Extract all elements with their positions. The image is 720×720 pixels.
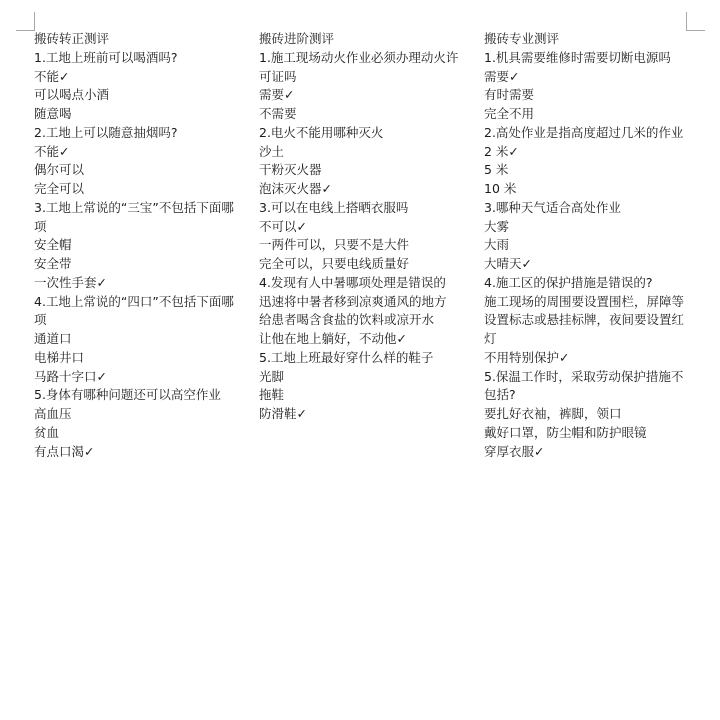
question-3: 3.工地上常说的“三宝”不包括下面哪项 (34, 199, 234, 234)
question-1: 1.机具需要维修时需要切断电源吗 (484, 49, 671, 65)
question-4: 4.发现有人中暑哪项处理是错误的 (259, 274, 446, 290)
option: 马路十字口✓ (34, 368, 107, 384)
option: 不能✓ (34, 68, 70, 84)
question-2: 2.高处作业是指高度超过几米的作业 (484, 124, 684, 140)
option: 偶尔可以 (34, 162, 85, 178)
quiz-title: 搬砖进阶测评 (259, 31, 335, 46)
option: 给患者喝含食盐的饮料或凉开水 (259, 312, 435, 328)
crop-mark-top-right (686, 12, 705, 31)
question-5: 5.工地上班最好穿什么样的鞋子 (259, 349, 434, 365)
option: 大雾 (484, 218, 510, 234)
option: 不用特别保护✓ (484, 349, 570, 365)
crop-mark-top-left (16, 12, 35, 31)
quiz-title: 搬砖转正测评 (34, 31, 110, 46)
option: 完全可以 (34, 181, 85, 196)
option: 大雨 (484, 237, 510, 253)
option: 5 米 (484, 162, 509, 178)
option: 电梯井口 (34, 349, 85, 365)
option: 要扎好衣袖，裤脚，领口 (484, 406, 622, 421)
quiz-column-advanced (259, 30, 469, 424)
quiz-column-professional (484, 30, 694, 461)
option: 沙土 (259, 143, 285, 159)
option: 一次性手套✓ (34, 274, 107, 290)
option: 施工现场的周围要设置围栏，屏障等设置标志或悬挂标牌，夜间要设置红灯 (484, 293, 685, 346)
option: 通道口 (34, 331, 72, 346)
option: 2 米✓ (484, 143, 519, 159)
option: 安全帽 (34, 237, 72, 253)
option: 贫血 (34, 424, 60, 440)
option: 大晴天✓ (484, 256, 532, 271)
question-4: 4.工地上常说的“四口”不包括下面哪项 (34, 293, 234, 328)
option: 迅速将中暑者移到凉爽通风的地方 (259, 293, 447, 309)
option: 可以喝点小酒 (34, 87, 110, 103)
option: 需要✓ (259, 87, 295, 103)
option: 不需要 (259, 106, 297, 121)
option: 光脚 (259, 368, 285, 384)
question-4: 4.施工区的保护措施是错误的? (484, 274, 653, 290)
question-1: 1.施工现场动火作业必须办理动火许可证吗 (259, 49, 459, 84)
question-5: 5.身体有哪种问题还可以高空作业 (34, 387, 221, 403)
question-3: 3.哪种天气适合高处作业 (484, 199, 621, 215)
option: 泡沫灭火器✓ (259, 181, 332, 196)
option: 安全带 (34, 256, 72, 271)
option: 不可以✓ (259, 218, 307, 234)
option: 完全不用 (484, 106, 535, 121)
option: 拖鞋 (259, 387, 285, 403)
option: 10 米 (484, 181, 517, 196)
question-2: 2.工地上可以随意抽烟吗? (34, 124, 178, 140)
option: 防滑鞋✓ (259, 406, 307, 421)
option: 干粉灭火器 (259, 162, 322, 178)
question-1: 1.工地上班前可以喝酒吗? (34, 49, 178, 65)
option: 有时需要 (484, 87, 535, 103)
option: 戴好口罩，防尘帽和防护眼镜 (484, 424, 647, 440)
question-5: 5.保温工作时，采取劳动保护措施不包括? (484, 368, 684, 403)
option: 完全可以，只要电线质量好 (259, 256, 410, 271)
option: 一两件可以，只要不是大件 (259, 237, 410, 253)
option: 随意喝 (34, 106, 72, 121)
option: 不能✓ (34, 143, 70, 159)
question-3: 3.可以在电线上搭晒衣服吗 (259, 199, 409, 215)
option: 需要✓ (484, 68, 520, 84)
quiz-title: 搬砖专业测评 (484, 31, 560, 46)
option: 穿厚衣服✓ (484, 443, 545, 459)
option: 高血压 (34, 406, 72, 421)
question-2: 2.电火不能用哪种灭火 (259, 124, 384, 140)
quiz-column-basic (34, 30, 244, 461)
option: 让他在地上躺好，不动他✓ (259, 331, 407, 346)
option: 有点口渴✓ (34, 443, 95, 459)
